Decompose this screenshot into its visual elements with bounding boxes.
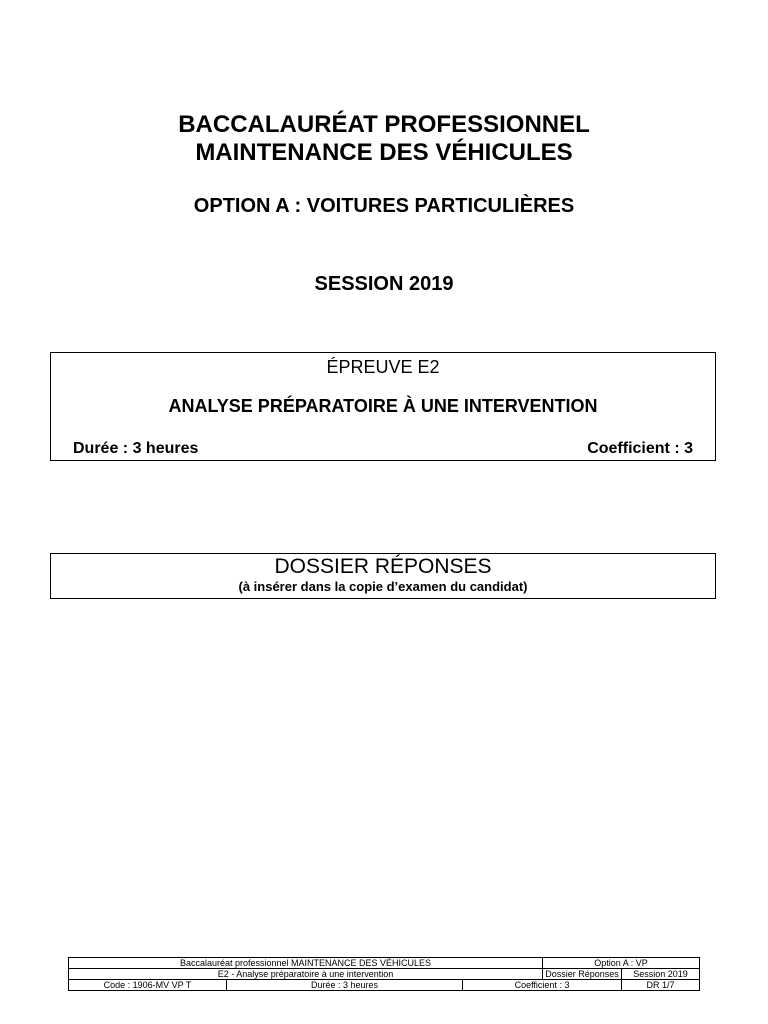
dossier-box xyxy=(50,553,716,599)
footer-coefficient: Coefficient : 3 xyxy=(463,980,622,991)
session-heading: SESSION 2019 xyxy=(314,273,454,295)
footer-duree: Durée : 3 heures xyxy=(227,980,463,991)
footer-session: Session 2019 xyxy=(622,969,700,980)
footer-epreuve: E2 - Analyse préparatoire à une intervention xyxy=(69,969,543,980)
footer-row xyxy=(69,980,700,991)
epreuve-coefficient: Coefficient : 3 xyxy=(587,440,693,457)
epreuve-box xyxy=(50,352,716,461)
footer-option: Option A : VP xyxy=(543,958,700,969)
footer-exam-name: Baccalauréat professionnel MAINTENANCE DES VÉHICULES xyxy=(69,958,543,969)
title-line-1: BACCALAURÉAT PROFESSIONNEL xyxy=(178,111,590,138)
footer-code: Code : 1906-MV VP T xyxy=(69,980,227,991)
dossier-title: DOSSIER RÉPONSES xyxy=(274,555,492,578)
dossier-subtitle: (à insérer dans la copie d’examen du candidat) xyxy=(238,579,528,594)
footer-page: DR 1/7 xyxy=(622,980,700,991)
footer-row xyxy=(69,969,700,980)
title-line-2: MAINTENANCE DES VÉHICULES xyxy=(195,139,573,166)
option-heading: OPTION A : VOITURES PARTICULIÈRES xyxy=(193,195,575,217)
epreuve-title: ÉPREUVE E2 xyxy=(326,357,440,377)
footer-table xyxy=(68,957,700,991)
epreuve-subtitle: ANALYSE PRÉPARATOIRE À UNE INTERVENTION xyxy=(168,396,598,416)
footer-row xyxy=(69,958,700,969)
epreuve-duree: Durée : 3 heures xyxy=(73,440,199,457)
footer-dossier: Dossier Réponses xyxy=(543,969,622,980)
